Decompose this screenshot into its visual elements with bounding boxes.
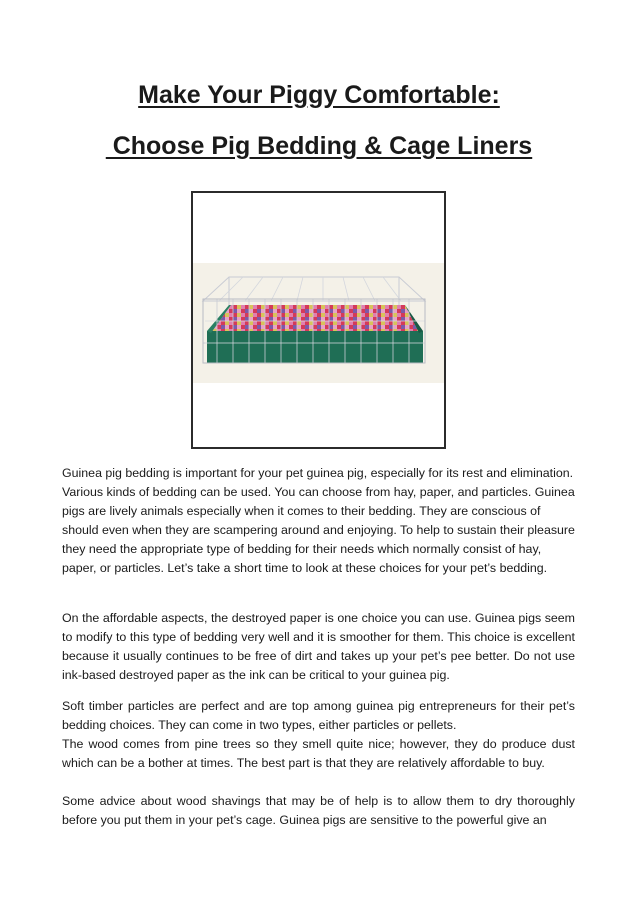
paragraph-paper-bedding: On the affordable aspects, the destroyed paper is one choice you can use. Guinea pigs seem to modify to this type of bedding very well and it is smoother for them. This choice is excellent because it usually continues to be free of dirt and takes up your pet’s pee better. Do not use ink-based destroyed paper as the ink can be critical to your guinea pig.	[62, 611, 575, 682]
paragraph-intro: Guinea pig bedding is important for your pet guinea pig, especially for its rest and elimination. Various kinds of bedding can be used. You can choose from hay, paper, and particles. Guinea pigs are lively animals especially when it comes to their bedding. They are conscious of should even when they are scampering around and enjoying. To help to sustain their pleasure they need the appropriate type of bedding for their needs which normally consist of hay, paper, or particles. Let’s take a short time to look at these choices for your pet’s bedding.	[62, 466, 575, 575]
paragraph-wood-particles: Soft timber particles are perfect and are top among guinea pig entrepreneurs for their pet’s bedding choices. They can come in two types, either particles or pellets.	[62, 699, 575, 732]
page-title-line-2: Choose Pig Bedding & Cage Liners	[105, 132, 533, 160]
page-title-line-1: Make Your Piggy Comfortable:	[138, 81, 500, 109]
guinea-pig-cage-illustration	[193, 193, 444, 447]
paragraph-wood-shavings-advice: Some advice about wood shavings that may be of help is to allow them to dry thoroughly before you put them in your pet’s cage. Guinea pigs are sensitive to the powerful give an	[62, 794, 575, 827]
cage-image-frame	[191, 191, 446, 449]
paragraph-wood-pine: The wood comes from pine trees so they smell quite nice; however, they do produce dust which can be a bother at times. The best part is that they are relatively affordable to buy.	[62, 737, 575, 770]
paragraph-wood-block	[62, 697, 575, 773]
